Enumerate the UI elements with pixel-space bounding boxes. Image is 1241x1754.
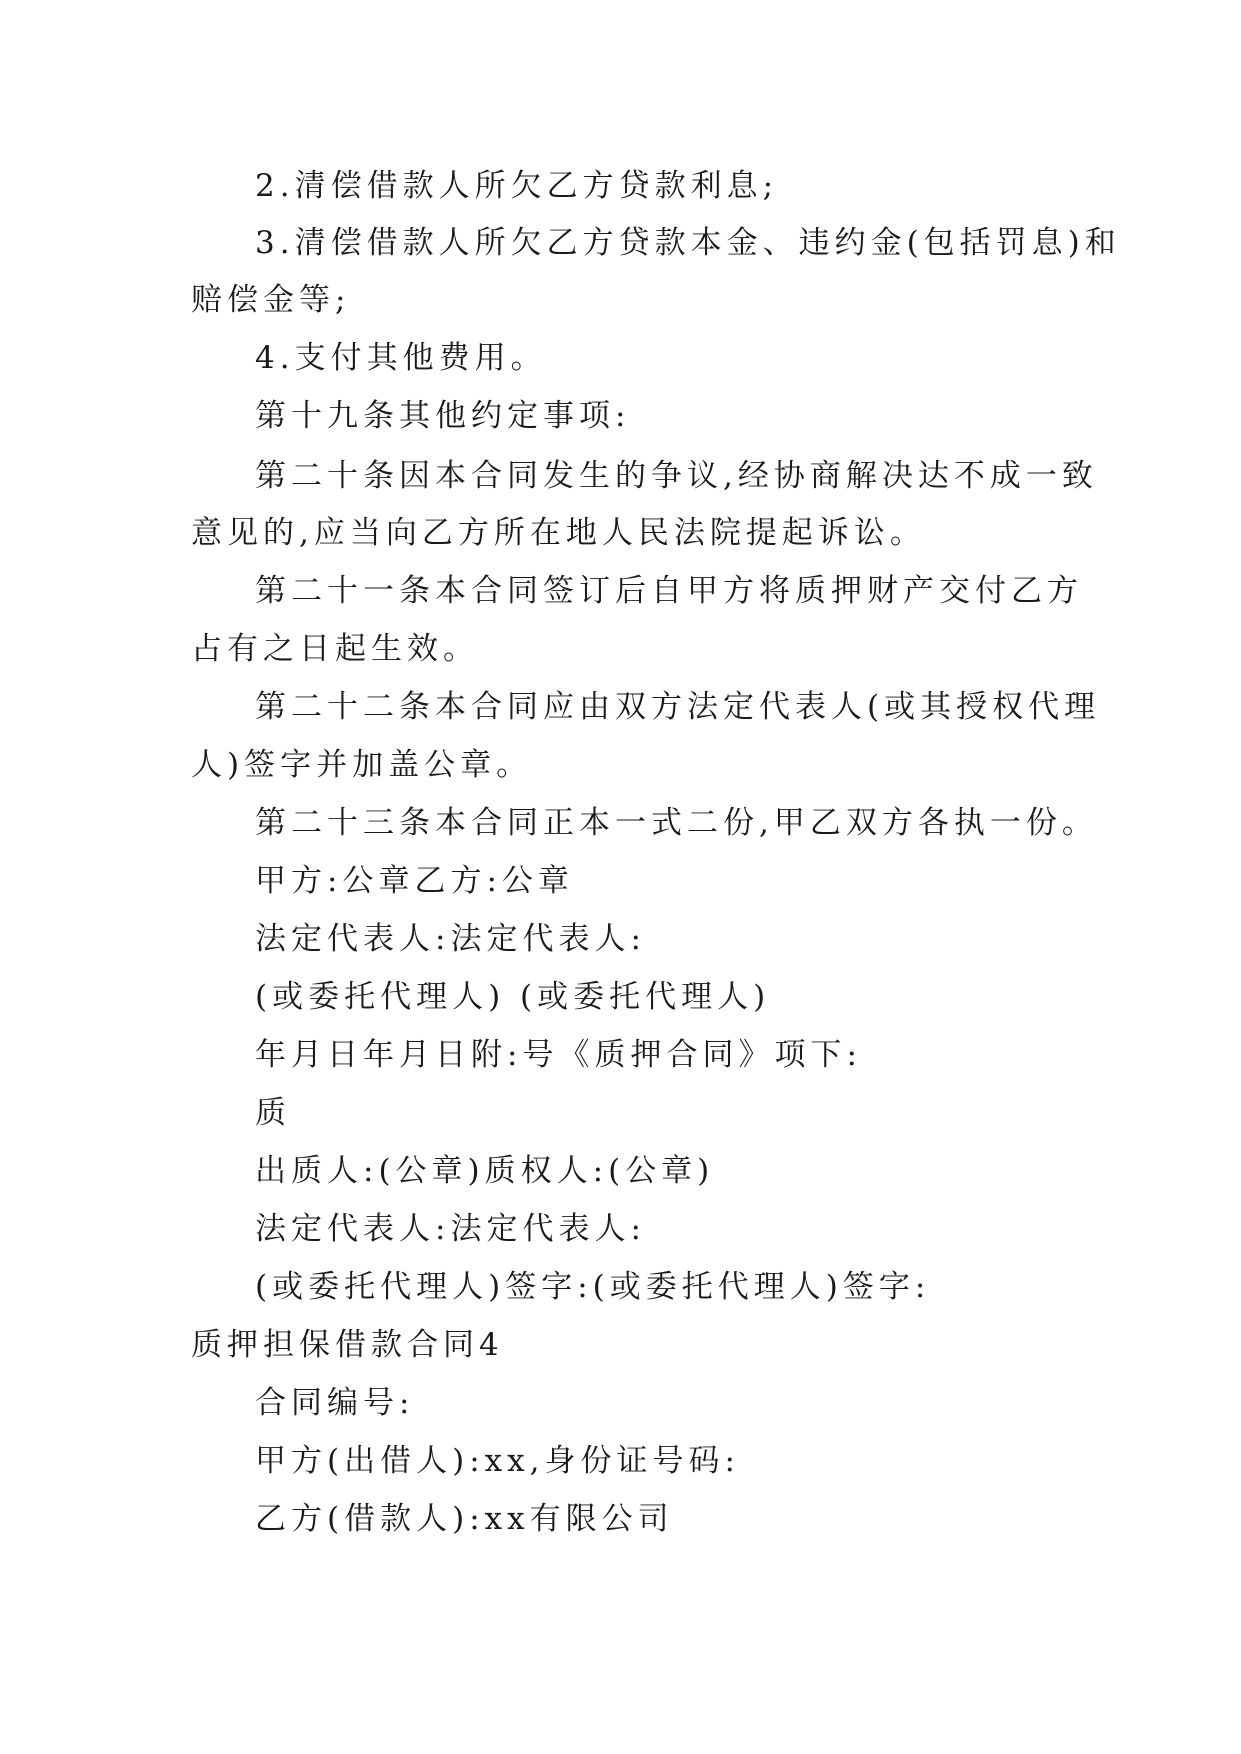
signature-line: (或委托代理人) (或委托代理人) — [255, 979, 771, 1015]
text-line: 3.清偿借款人所欠乙方贷款本金、违约金(包括罚息)和 — [255, 225, 1121, 261]
signature-line: 法定代表人:法定代表人: — [255, 921, 646, 957]
text-line: 人)签字并加盖公章。 — [191, 747, 533, 783]
signature-line: 出质人:(公章)质权人:(公章) — [255, 1153, 715, 1189]
text-line: 意见的,应当向乙方所在地人民法院提起诉讼。 — [191, 515, 926, 551]
text-line: 质 — [255, 1095, 291, 1131]
text-line: 占有之日起生效。 — [191, 631, 479, 667]
text-line: 4.支付其他费用。 — [255, 340, 547, 376]
section-heading: 第十九条其他约定事项: — [255, 398, 631, 434]
date-line: 年月日年月日附:号《质押合同》项下: — [255, 1037, 862, 1073]
contract-title: 质押担保借款合同4 — [191, 1327, 504, 1363]
text-line: 第二十三条本合同正本一式二份,甲乙双方各执一份。 — [255, 805, 1098, 841]
party-b-line: 乙方(借款人):xx有限公司 — [255, 1501, 674, 1537]
party-a-line: 甲方(出借人):xx,身份证号码: — [255, 1443, 740, 1479]
signature-line: (或委托代理人)签字:(或委托代理人)签字: — [255, 1269, 931, 1305]
text-line: 第二十二条本合同应由双方法定代表人(或其授权代理 — [255, 689, 1101, 725]
contract-number-line: 合同编号: — [255, 1385, 415, 1421]
signature-line: 法定代表人:法定代表人: — [255, 1211, 646, 1247]
text-line: 赔偿金等; — [191, 282, 351, 318]
text-line: 第二十一条本合同签订后自甲方将质押财产交付乙方 — [255, 573, 1083, 609]
text-line: 2.清偿借款人所欠乙方贷款利息; — [255, 168, 779, 204]
signature-line: 甲方:公章乙方:公章 — [255, 863, 574, 899]
text-line: 第二十条因本合同发生的争议,经协商解决达不成一致 — [255, 458, 1098, 494]
